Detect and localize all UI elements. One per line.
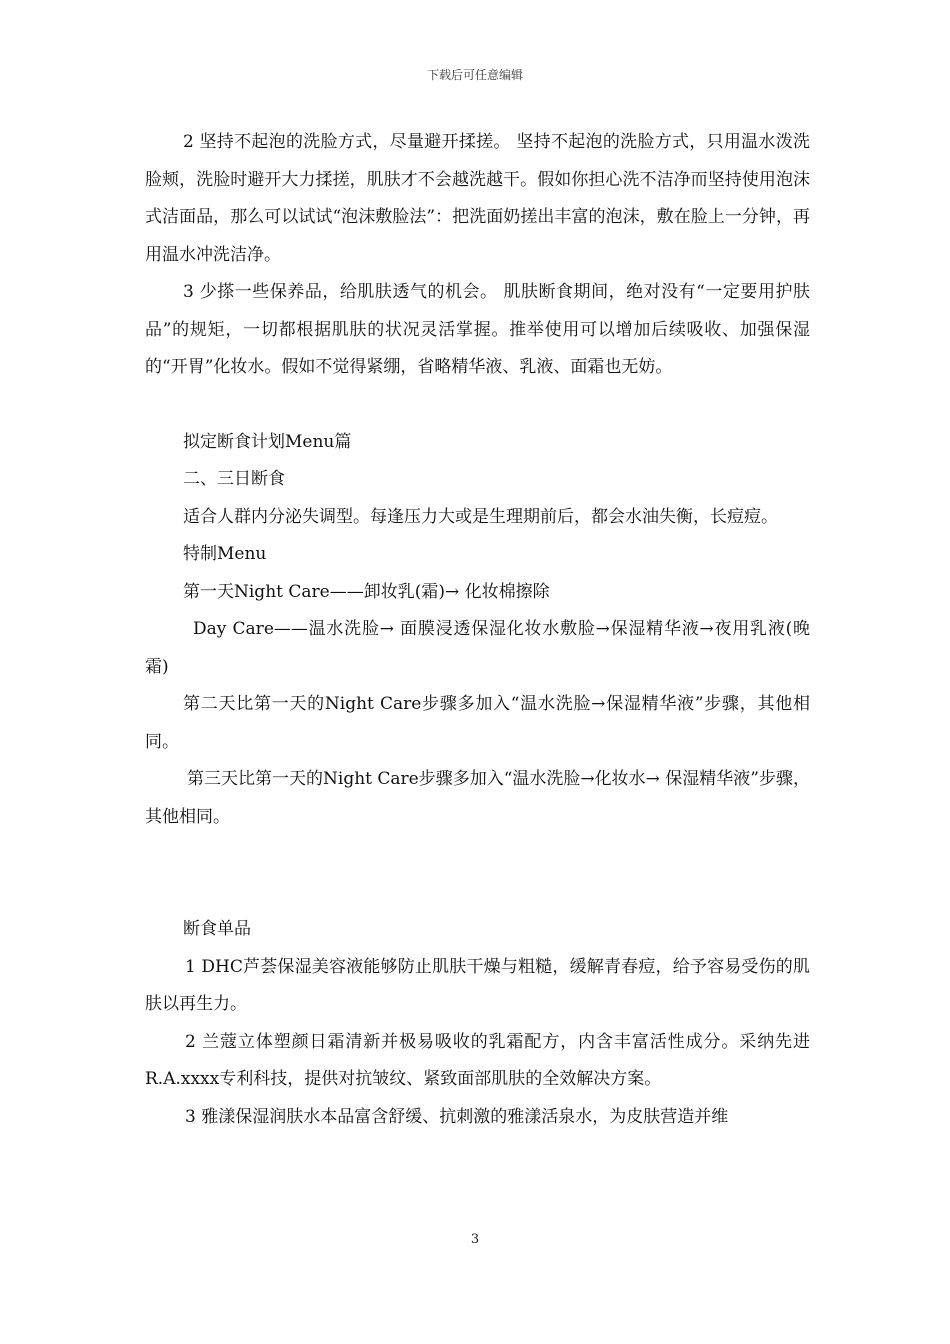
paragraph-target-group: 适合人群内分泌失调型。每逢压力大或是生理期前后，都会水油失衡，长痘痘。 (183, 506, 778, 527)
paragraph-less-skincare: 3 少搽一些保养品，给肌肤透气的机会。 肌肤断食期间，绝对没有“一定要用护肤品”的规矩，一切都根据肌肤的状况灵活掌握。推举使用可以增加后续吸收、加强保湿的“开胃”化妆水。假如不觉得紧绷，省略精华液、乳液、面霜也无妨。 (145, 282, 810, 377)
section-heading-menu: 拟定断食计划Menu篇 (183, 431, 352, 452)
section-heading-products: 断食单品 (183, 919, 251, 939)
paragraph-product-avene: 3 雅漾保湿润肤水本品富含舒缓、抗刺激的雅漾活泉水，为皮肤营造并维 (185, 1106, 729, 1127)
paragraph-day-three: 第三天比第一天的Night Care步骤多加入“温水洗脸→化妆水→ 保湿精华液”步骤，其他相同。 (145, 769, 810, 827)
document-body (145, 124, 810, 1136)
subheading-three-day-fast: 二、三日断食 (183, 469, 285, 489)
paragraph-product-lancome: 2 兰蔻立体塑颜日霜清新并极易吸收的乳霜配方，内含丰富活性成分。采纳先进R.A.xxxx专利科技，提供对抗皱纹、紧致面部肌肤的全效解决方案。 (145, 1031, 810, 1089)
paragraph-gentle-wash: 2 坚持不起泡的洗脸方式，尽量避开揉搓。 坚持不起泡的洗脸方式，只用温水泼洗脸颊，洗脸时避开大力揉搓，肌肤才不会越洗越干。假如你担心洗不洁净而坚持使用泡沫式洁面品，那么可以试试“泡沫敷脸法”：把洗面奶搓出丰富的泡沫，敷在脸上一分钟，再用温水冲洗洁净。 (145, 132, 810, 265)
paragraph-day-two: 第二天比第一天的Night Care步骤多加入“温水洗脸→保湿精华液”步骤，其他相同。 (145, 694, 810, 752)
spacer (145, 836, 810, 911)
paragraph-day-care: Day Care——温水洗脸→ 面膜浸透保湿化妆水敷脸→保湿精华液→夜用乳液(晚霜) (145, 619, 810, 677)
spacer (145, 387, 810, 424)
page-number: 3 (470, 1232, 480, 1247)
paragraph-product-dhc: 1 DHC芦荟保湿美容液能够防止肌肤干燥与粗糙，缓解青春痘，给予容易受伤的肌肤以再生力。 (145, 956, 810, 1014)
paragraph-day-one-night: 第一天Night Care——卸妆乳(霜)→ 化妆棉擦除 (183, 581, 550, 602)
subheading-special-menu: 特制Menu (183, 544, 267, 564)
page-header: 下载后可任意编辑 (426, 68, 523, 82)
